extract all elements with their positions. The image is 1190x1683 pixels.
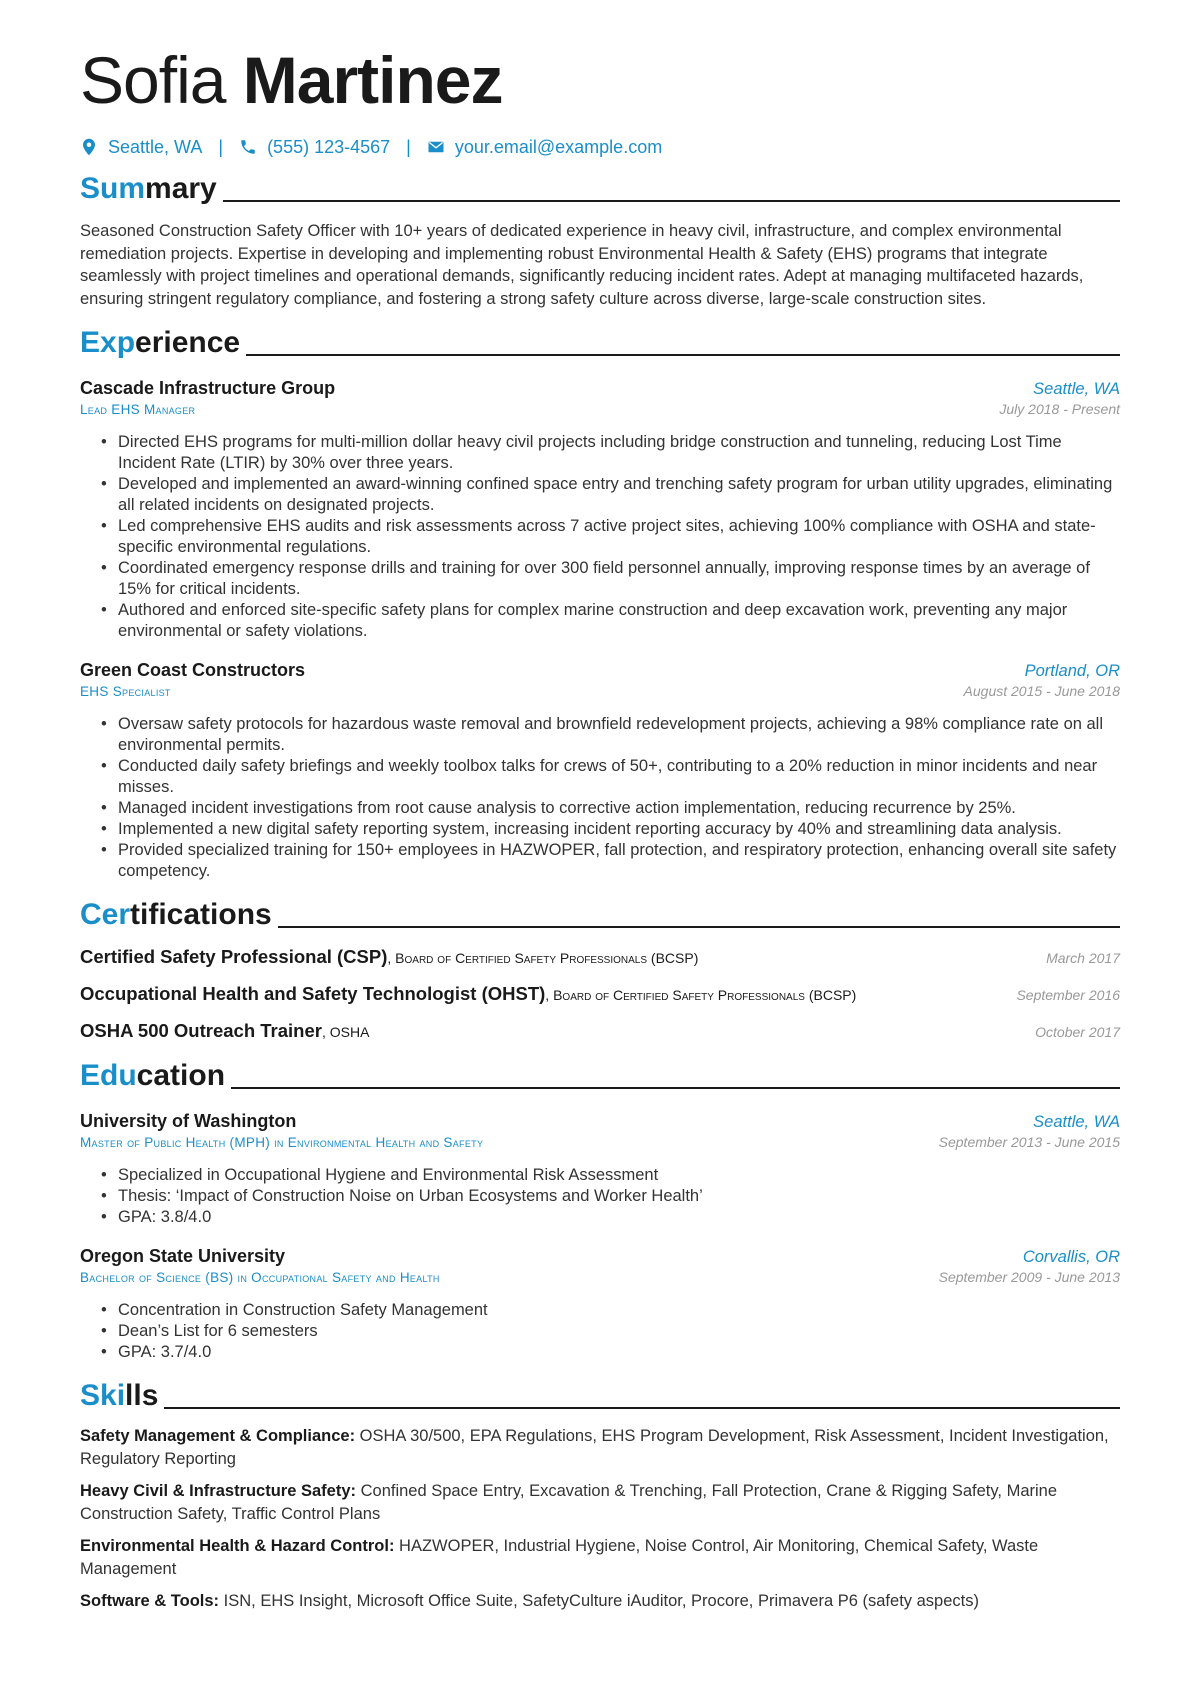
skill-group-label: Environmental Health & Hazard Control: <box>80 1537 395 1555</box>
section-title-rest: mary <box>145 172 217 205</box>
list-item: • Specialized in Occupational Hygiene and Environmental Risk Assessment <box>118 1165 1120 1186</box>
certification-date: September 2016 <box>1016 987 1120 1003</box>
skill-group-value: HAZWOPER, Industrial Hygiene, Noise Control, Air Monitoring, Chemical Safety, Waste Management <box>80 1537 1039 1578</box>
section-title-accent: Ski <box>80 1379 126 1412</box>
contact-separator: | <box>218 136 224 157</box>
job-title: EHS Specialist <box>80 684 171 699</box>
experience-entry <box>80 658 1120 882</box>
list-item: • Oversaw safety protocols for hazardous waste removal and brownfield redevelopment projects, achieving a 98% compliance rate on all environmental permits. <box>118 714 1120 756</box>
skill-group-value: OSHA 30/500, EPA Regulations, EHS Program Development, Risk Assessment, Incident Investigation, Regulatory Reporting <box>80 1427 1109 1468</box>
skill-group-value: Confined Space Entry, Excavation & Trenching, Fall Protection, Crane & Rigging Safety, Marine Construction Safety, Traffic Control Plans <box>80 1482 1058 1523</box>
section-title-rest: tifications <box>130 898 272 931</box>
candidate-name <box>80 38 1120 122</box>
education-entry <box>80 1244 1120 1363</box>
list-item: • Implemented a new digital safety reporting system, increasing incident reporting accuracy by 40% and streamlining data analysis. <box>118 819 1120 840</box>
section-title-accent: Exp <box>80 326 136 359</box>
section-title-rest: lls <box>125 1379 159 1412</box>
education-heading <box>80 1057 1120 1093</box>
list-item: • Directed EHS programs for multi-million dollar heavy civil projects including bridge construction and tunneling, reducing Lost Time Incident Rate (LTIR) by 30% over three years. <box>118 432 1120 474</box>
certification-date: March 2017 <box>1046 950 1120 966</box>
certification-issuer: Board of Certified Safety Professionals (BCSP) <box>553 987 857 1003</box>
job-title: Lead EHS Manager <box>80 402 196 417</box>
education-bullets <box>80 1165 1120 1228</box>
list-item: • Developed and implemented an award-winning confined space entry and trenching safety program for urban utility upgrades, eliminating all related incidents on designated projects. <box>118 474 1120 516</box>
skill-group <box>80 1535 1120 1580</box>
section-title-accent: Edu <box>80 1059 137 1092</box>
school-name: University of Washington <box>80 1111 297 1131</box>
skills-heading <box>80 1377 1120 1413</box>
school-dates: September 2009 - June 2013 <box>938 1269 1120 1285</box>
certification-name: Occupational Health and Safety Technologist (OHST) <box>80 983 546 1004</box>
job-dates: July 2018 - Present <box>999 401 1120 417</box>
job-location: Seattle, WA <box>1033 380 1120 398</box>
skill-group-value: ISN, EHS Insight, Microsoft Office Suite, SafetyCulture iAuditor, Procore, Primavera P6 (safety aspects) <box>223 1592 979 1610</box>
skill-group-label: Safety Management & Compliance: <box>80 1427 356 1445</box>
list-item: • GPA: 3.8/4.0 <box>118 1207 1120 1228</box>
degree-title: Bachelor of Science (BS) in Occupational Safety and Health <box>80 1270 440 1285</box>
list-item: • Led comprehensive EHS audits and risk assessments across 7 active project sites, achieving 100% compliance with OSHA and state-specific environmental regulations. <box>118 516 1120 558</box>
certification-item: Occupational Health and Safety Technologist (OHST), Board of Certified Safety Professionals (BCSP) September 2016 <box>80 983 1120 1004</box>
job-bullets <box>80 714 1120 882</box>
location-text: Seattle, WA <box>108 136 203 157</box>
job-dates: August 2015 - June 2018 <box>963 683 1120 699</box>
experience-entry <box>80 376 1120 642</box>
section-rule <box>278 926 1120 928</box>
phone-icon <box>239 138 257 156</box>
certification-item: OSHA 500 Outreach Trainer, OSHA October 2017 <box>80 1020 1120 1041</box>
certification-name: OSHA 500 Outreach Trainer <box>80 1020 322 1041</box>
contact-phone[interactable] <box>239 137 390 158</box>
skill-group <box>80 1480 1120 1525</box>
employer-name: Cascade Infrastructure Group <box>80 378 336 398</box>
skill-group <box>80 1425 1120 1470</box>
first-name: Sofia <box>80 43 226 117</box>
certification-date: October 2017 <box>1035 1024 1120 1040</box>
certification-item: Certified Safety Professional (CSP), Board of Certified Safety Professionals (BCSP) March 2017 <box>80 946 1120 967</box>
contact-separator: | <box>406 136 411 157</box>
school-name: Oregon State University <box>80 1246 286 1266</box>
skills-list <box>80 1425 1120 1613</box>
job-location: Portland, OR <box>1024 662 1120 680</box>
certification-issuer: OSHA <box>329 1024 370 1040</box>
list-item: • Coordinated emergency response drills and training for over 300 field personnel annually, improving response times by an average of 15% for critical incidents. <box>118 558 1120 600</box>
section-title-rest: cation <box>136 1059 226 1092</box>
section-rule <box>246 354 1120 356</box>
section-rule <box>231 1087 1120 1089</box>
list-item: • Provided specialized training for 150+ employees in HAZWOPER, fall protection, and respiratory protection, enhancing overall site safety competency. <box>118 840 1120 882</box>
school-location: Corvallis, OR <box>1022 1248 1120 1266</box>
skill-group-label: Software & Tools: <box>80 1592 220 1610</box>
certification-list <box>80 946 1120 1057</box>
contact-location <box>80 137 202 158</box>
school-location: Seattle, WA <box>1033 1113 1120 1131</box>
map-pin-icon <box>80 138 98 156</box>
job-bullets <box>80 432 1120 642</box>
certification-issuer: Board of Certified Safety Professionals (BCSP) <box>395 950 699 966</box>
contact-email[interactable] <box>427 137 662 158</box>
certifications-heading <box>80 896 1120 932</box>
list-item: • Thesis: ‘Impact of Construction Noise on Urban Ecosystems and Worker Health’ <box>118 1186 1120 1207</box>
section-rule <box>223 200 1120 202</box>
section-title-rest: erience <box>135 326 241 359</box>
section-title-accent: Cer <box>80 898 131 931</box>
school-dates: September 2013 - June 2015 <box>938 1134 1120 1150</box>
experience-heading <box>80 324 1120 360</box>
list-item: • Authored and enforced site-specific safety plans for complex marine construction and deep excavation work, preventing any major environmental or safety violations. <box>118 600 1120 642</box>
education-entry <box>80 1109 1120 1228</box>
list-item: • Concentration in Construction Safety Management <box>118 1300 1120 1321</box>
phone-text: (555) 123-4567 <box>267 136 391 157</box>
section-title-accent: Sum <box>80 172 146 205</box>
certification-name: Certified Safety Professional (CSP) <box>80 946 388 967</box>
list-item: • Managed incident investigations from root cause analysis to corrective action implementation, reducing recurrence by 25%. <box>118 798 1120 819</box>
list-item: • Dean’s List for 6 semesters <box>118 1321 1120 1342</box>
envelope-icon <box>427 138 445 156</box>
education-bullets <box>80 1300 1120 1363</box>
degree-title: Master of Public Health (MPH) in Environmental Health and Safety <box>80 1135 484 1150</box>
email-link: your.email@example.com <box>454 136 663 157</box>
employer-name: Green Coast Constructors <box>80 660 306 680</box>
contact-bar <box>80 132 1120 162</box>
list-item: • GPA: 3.7/4.0 <box>118 1342 1120 1363</box>
skill-group <box>80 1590 1120 1613</box>
summary-text: Seasoned Construction Safety Officer with 10+ years of dedicated experience in heavy civil, infrastructure, and complex environmental remediation projects. Expertise in developing and implementing robust Environmental Health & Safety (EHS) programs that integrate seamlessly with project timelines and operational demands, significantly reducing incident rates. Adept at managing multifaceted hazards, ensuring stringent regulatory compliance, and fostering a strong safety culture across diverse, large-scale construction sites. <box>80 222 1084 308</box>
section-rule <box>164 1407 1120 1409</box>
skill-group-label: Heavy Civil & Infrastructure Safety: <box>80 1482 357 1500</box>
resume-page <box>80 38 1120 1613</box>
last-name: Martinez <box>242 43 503 117</box>
summary-heading <box>80 170 1120 206</box>
list-item: • Conducted daily safety briefings and weekly toolbox talks for crews of 50+, contributing to a 20% reduction in minor incidents and near misses. <box>118 756 1120 798</box>
